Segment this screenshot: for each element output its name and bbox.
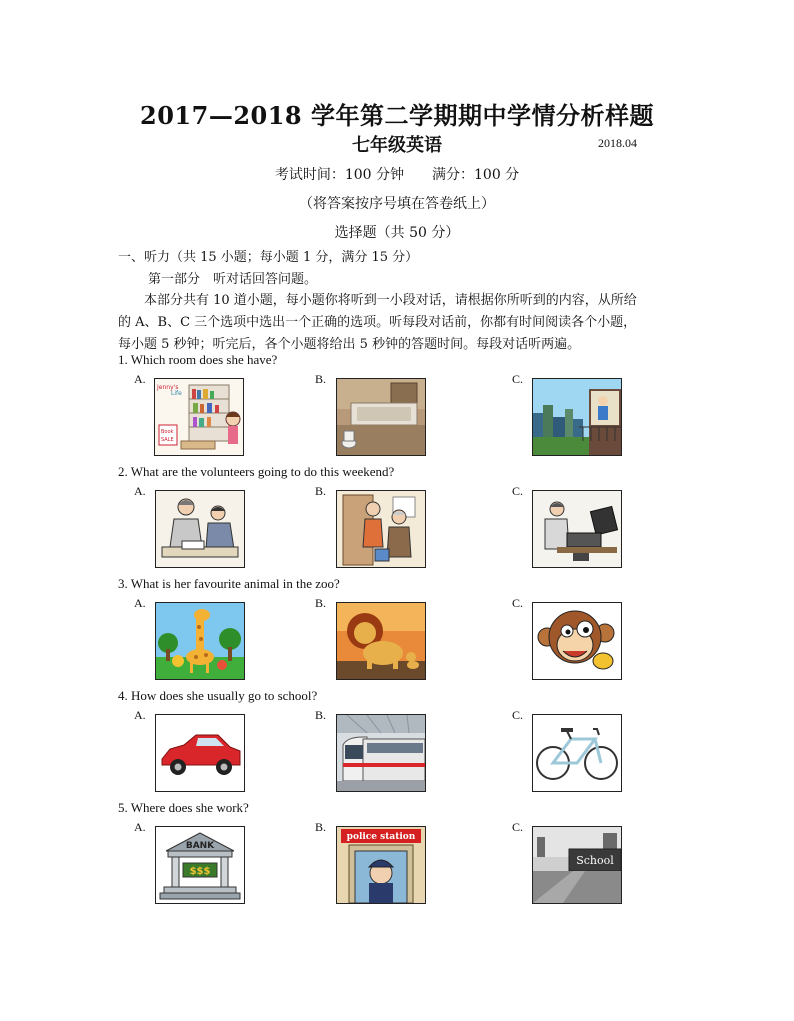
- instruction-line: 的 A、B、C 三个选项中选出一个正确的选项。听每段对话前，你都有时间阅读各个小题，: [118, 315, 637, 330]
- option-label-b[interactable]: B.: [315, 484, 327, 498]
- question-2: 2. What are the volunteers going to do this weekend?: [118, 464, 395, 479]
- bank-sign: $$$: [189, 866, 211, 877]
- q2-image-c-repairing-computer[interactable]: [532, 490, 622, 568]
- option-label-a[interactable]: A.: [134, 372, 146, 386]
- q5-image-a-bank[interactable]: [155, 826, 245, 904]
- instruction-line: 每小题 5 秒钟；听完后，各个小题将给出 5 秒钟的答题时间。每段对话听两遍。: [118, 337, 581, 352]
- option-label-c[interactable]: C.: [512, 820, 524, 834]
- option-label-a[interactable]: A.: [134, 820, 146, 834]
- question-5: 5. Where does she work?: [118, 800, 249, 815]
- police-sign: police station: [346, 832, 416, 842]
- exam-title: 2017—2018 学年第二学期期中学情分析样题: [140, 101, 654, 130]
- answer-note: （将答案按序号填在答卷纸上）: [299, 196, 495, 212]
- q3-image-a-giraffe[interactable]: [155, 602, 245, 680]
- sale-sign-text: SALE: [161, 437, 174, 443]
- shop-sign-text: Life: [171, 390, 182, 397]
- sale-sign-text: Book: [161, 429, 174, 435]
- exam-info: 考试时间：100 分钟 满分：100 分: [274, 167, 520, 183]
- option-label-c[interactable]: C.: [512, 708, 524, 722]
- option-label-a[interactable]: A.: [134, 484, 146, 498]
- section-title: 选择题（共 50 分）: [334, 225, 460, 241]
- part1-subheading: 第一部分 听对话回答问题。: [148, 272, 318, 287]
- q1-image-c-balcony-city[interactable]: [532, 378, 622, 456]
- instructions: [118, 290, 678, 356]
- q3-image-b-lion[interactable]: [336, 602, 426, 680]
- exam-date: 2018.04: [598, 136, 637, 150]
- option-label-c[interactable]: C.: [512, 372, 524, 386]
- q4-image-c-bicycle[interactable]: [532, 714, 622, 792]
- exam-subtitle: 七年级英语: [352, 135, 442, 156]
- option-label-b[interactable]: B.: [315, 596, 327, 610]
- q2-image-b-helping-old-man[interactable]: [336, 490, 426, 568]
- option-label-b[interactable]: B.: [315, 372, 327, 386]
- q1-image-b-bathroom[interactable]: [336, 378, 426, 456]
- q5-image-b-police-station[interactable]: [336, 826, 426, 904]
- option-label-c[interactable]: C.: [512, 484, 524, 498]
- question-4: 4. How does she usually go to school?: [118, 688, 318, 703]
- q2-image-a-teaching[interactable]: [155, 490, 245, 568]
- school-sign: School: [576, 854, 614, 867]
- q1-image-a-bookshelf[interactable]: [154, 378, 244, 456]
- q5-image-c-school[interactable]: [532, 826, 622, 904]
- option-label-b[interactable]: B.: [315, 708, 327, 722]
- option-label-a[interactable]: A.: [134, 708, 146, 722]
- part1-heading: 一、听力（共 15 小题；每小题 1 分，满分 15 分）: [118, 250, 419, 265]
- q3-image-c-monkey[interactable]: [532, 602, 622, 680]
- option-label-c[interactable]: C.: [512, 596, 524, 610]
- q4-image-a-car[interactable]: [155, 714, 245, 792]
- bank-label: BANK: [185, 841, 215, 851]
- q4-image-b-subway[interactable]: [336, 714, 426, 792]
- question-3: 3. What is her favourite animal in the zoo?: [118, 576, 340, 591]
- option-label-b[interactable]: B.: [315, 820, 327, 834]
- question-1: 1. Which room does she have?: [118, 352, 278, 367]
- option-label-a[interactable]: A.: [134, 596, 146, 610]
- shop-sign-text: Jenny's: [157, 384, 179, 391]
- instruction-line: 本部分共有 10 道小题，每小题你将听到一小段对话，请根据你所听到的内容，从所给: [118, 293, 637, 308]
